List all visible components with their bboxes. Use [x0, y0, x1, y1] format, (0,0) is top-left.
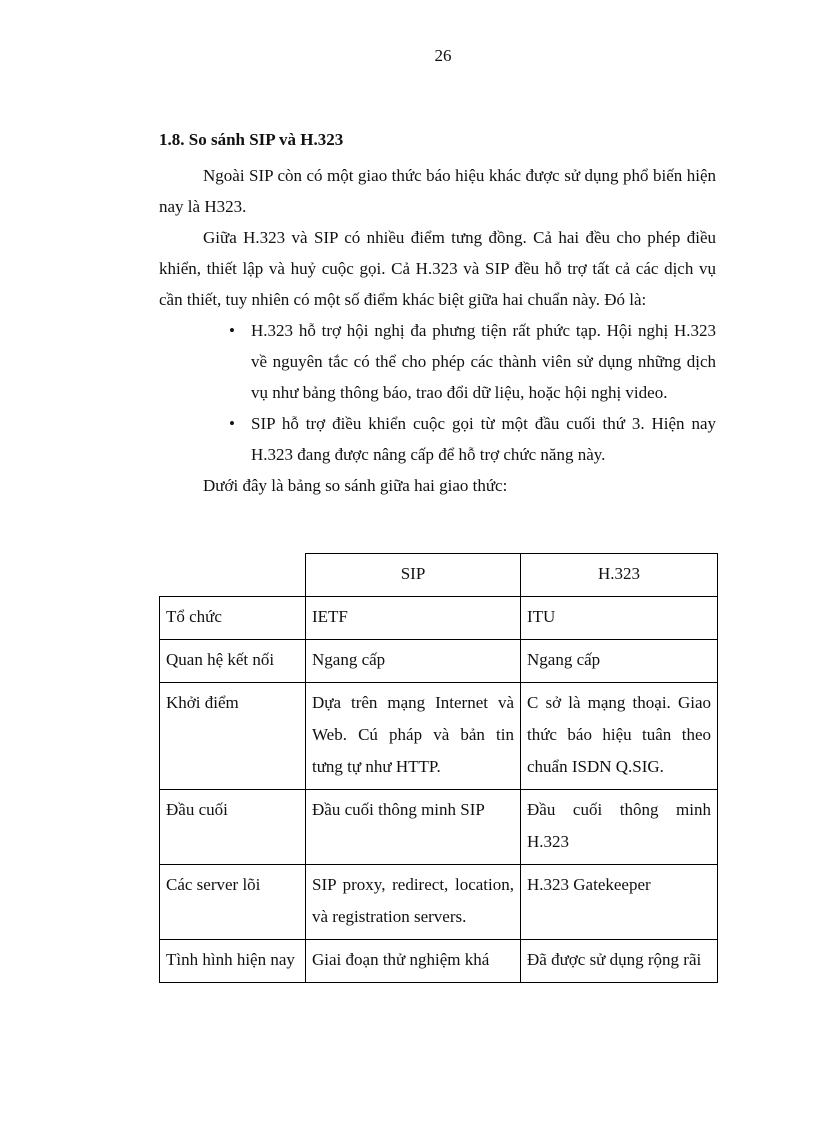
h323-cell: Đầu cuối thông minh H.323 — [521, 790, 718, 865]
row-label: Tổ chức — [160, 597, 306, 640]
h323-cell: ITU — [521, 597, 718, 640]
page-number: 26 — [434, 46, 452, 65]
table-header-row — [160, 554, 718, 597]
table-header-empty — [160, 554, 306, 597]
table-row — [160, 865, 718, 940]
h323-cell: C sở là mạng thoại. Giao thức báo hiệu tuân theo chuẩn ISDN Q.SIG. — [521, 683, 718, 790]
row-label: Đầu cuối — [160, 790, 306, 865]
list-item-text: SIP hỗ trợ điều khiển cuộc gọi từ một đầu cuối thứ 3. Hiện nay H.323 đang được nâng cấp để hỗ trợ chức năng này. — [251, 414, 716, 464]
sip-cell: SIP proxy, redirect, location, và registration servers. — [306, 865, 521, 940]
bullet-icon: • — [229, 321, 235, 340]
paragraph-intro: Ngoài SIP còn có một giao thức báo hiệu khác được sử dụng phổ biến hiện nay là H323. — [159, 166, 716, 216]
h323-cell: Ngang cấp — [521, 640, 718, 683]
sip-cell: Đầu cuối thông minh SIP — [306, 790, 521, 865]
sip-cell: Giai đoạn thử nghiệm khá — [306, 940, 521, 983]
paragraph-comparison: Giữa H.323 và SIP có nhiều điểm tưng đồng. Cả hai đều cho phép điều khiển, thiết lập và huỷ cuộc gọi. Cả H.323 và SIP đều hỗ trợ tất cả các dịch vụ cần thiết, tuy nhiên có một số điểm khác biệt giữa hai chuẩn này. Đó là: — [159, 228, 716, 309]
list-item-text: H.323 hỗ trợ hội nghị đa phưng tiện rất phức tạp. Hội nghị H.323 về nguyên tắc có thể cho phép các thành viên sử dụng những dịch vụ như bảng thông báo, trao đổi dữ liệu, hoặc hội nghị video. — [251, 321, 716, 402]
sip-cell: Dựa trên mạng Internet và Web. Cú pháp và bản tin tưng tự như HTTP. — [306, 683, 521, 790]
row-label: Khởi điểm — [160, 683, 306, 790]
h323-cell: Đã được sử dụng rộng rãi — [521, 940, 718, 983]
table-header-h323: H.323 — [521, 554, 718, 597]
section-heading: 1.8. So sánh SIP và H.323 — [159, 130, 344, 149]
difference-list — [159, 315, 716, 470]
list-item — [159, 315, 716, 408]
sip-cell: IETF — [306, 597, 521, 640]
table-row — [160, 940, 718, 983]
row-label: Tình hình hiện nay — [160, 940, 306, 983]
table-intro: Dưới đây là bảng so sánh giữa hai giao thức: — [203, 476, 508, 495]
table-row — [160, 640, 718, 683]
table-row — [160, 597, 718, 640]
sip-cell: Ngang cấp — [306, 640, 521, 683]
row-label: Các server lõi — [160, 865, 306, 940]
table-header-sip: SIP — [306, 554, 521, 597]
table-row — [160, 790, 718, 865]
row-label: Quan hệ kết nối — [160, 640, 306, 683]
comparison-table — [159, 553, 718, 983]
bullet-icon: • — [229, 414, 235, 433]
h323-cell: H.323 Gatekeeper — [521, 865, 718, 940]
table-row — [160, 683, 718, 790]
list-item — [159, 408, 716, 470]
document-body — [159, 130, 716, 509]
